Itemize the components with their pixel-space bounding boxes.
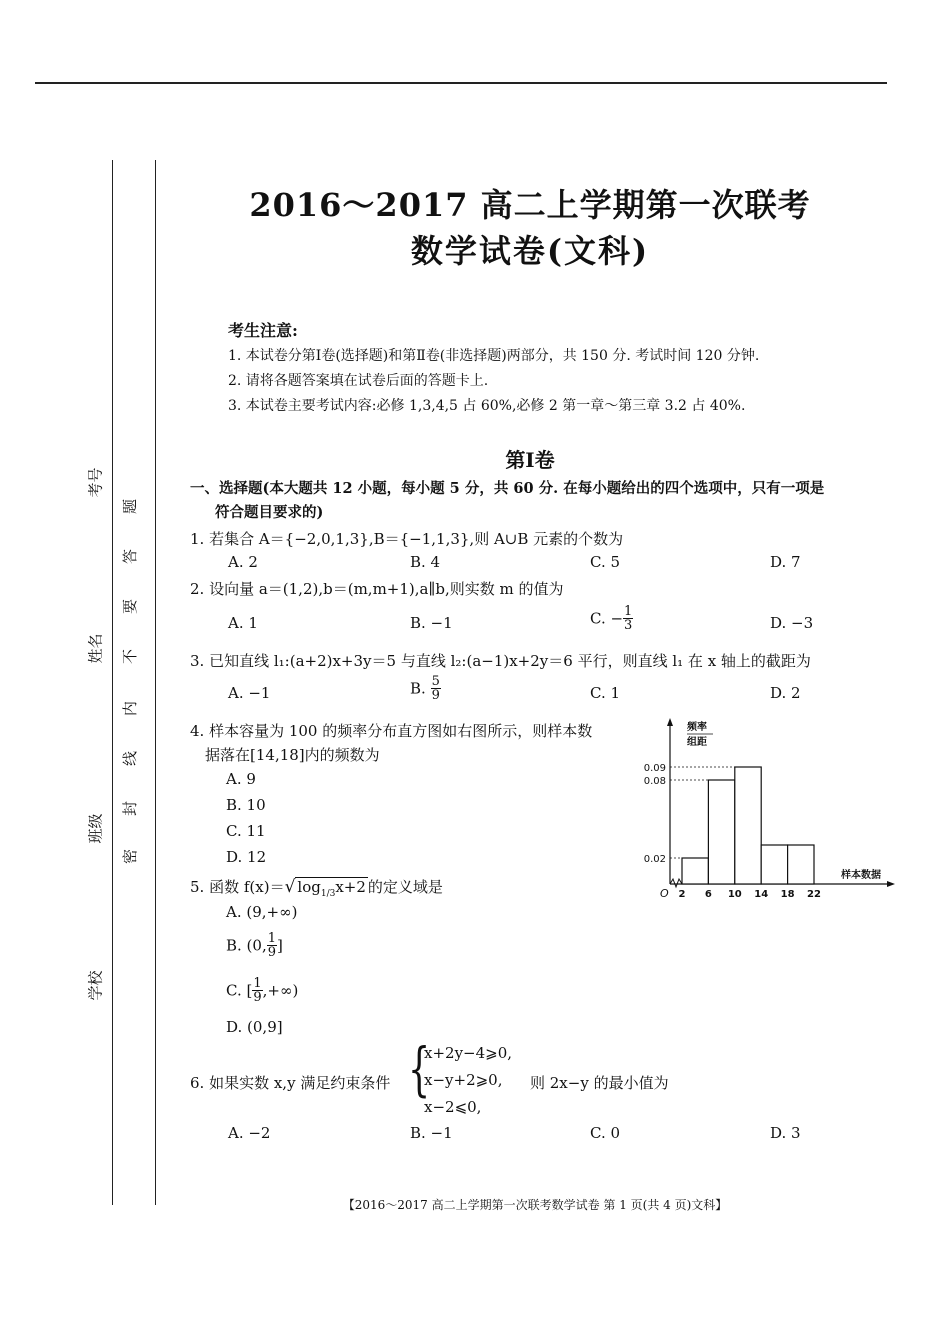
x-tick-label: 18 — [780, 889, 795, 900]
q3-option-d: D. 2 — [770, 684, 801, 702]
notice-item: 2. 请将各题答案填在试卷后面的答题卡上. — [228, 373, 489, 389]
seal-char: 题 — [121, 498, 140, 515]
q5-option-a: A. (9,+∞) — [226, 903, 298, 921]
seal-char: 线 — [121, 750, 140, 767]
page-footer: 【2016～2017 高二上学期第一次联考数学试卷 第 1 页(共 4 页)文科】 — [342, 1198, 728, 1212]
q1-option-c: C. 5 — [590, 553, 621, 571]
seal-char: 封 — [121, 800, 140, 817]
question-5-stem — [190, 876, 443, 899]
q5-log: log — [297, 878, 321, 896]
notice-heading: 考生注意: — [228, 321, 298, 340]
top-rule — [35, 82, 887, 84]
exam-title: 2016～2017 高二上学期第一次联考 — [249, 186, 811, 224]
seal-char: 要 — [121, 598, 140, 615]
origin-label: O — [660, 887, 669, 900]
q5-option-b-open: B. (0, — [226, 936, 267, 955]
fraction-numerator: 1 — [267, 931, 277, 946]
histogram-bar — [761, 845, 787, 884]
x-tick-label: 6 — [704, 889, 712, 900]
q4-option-b: B. 10 — [226, 796, 266, 814]
q5-log-arg: x+2 — [335, 878, 366, 896]
seal-char: 内 — [121, 700, 140, 717]
exam-subtitle: 数学试卷(文科) — [410, 232, 650, 270]
q6-option-b: B. −1 — [410, 1124, 453, 1142]
question-2-stem: 2. 设向量 a＝(1,2),b＝(m,m+1),a∥b,则实数 m 的值为 — [190, 580, 564, 598]
fraction-denominator: 9 — [267, 945, 277, 960]
fraction — [431, 675, 441, 702]
q6-option-c: C. 0 — [590, 1124, 621, 1142]
fraction-denominator: 9 — [431, 688, 440, 703]
histogram-bar — [788, 845, 814, 884]
school-label: 学校 — [86, 970, 105, 1001]
q6-constraint-3: x−2⩽0, — [424, 1098, 482, 1116]
q3-option-c: C. 1 — [590, 684, 621, 702]
brace-icon: { — [408, 1035, 431, 1103]
q3-option-b — [410, 675, 441, 702]
x-axis-arrow-icon — [887, 881, 895, 887]
x-tick-label: 2 — [678, 889, 686, 900]
section-title: 第Ⅰ卷 — [505, 448, 555, 472]
fraction-denominator: 9 — [253, 990, 262, 1005]
section-instruction-cont: 符合题目要求的) — [215, 504, 324, 521]
q6-constraint-2: x−y+2⩾0, — [424, 1071, 503, 1089]
name-label: 姓名 — [86, 633, 105, 664]
seal-char: 不 — [121, 648, 140, 665]
q6-constraint-1: x+2y−4⩾0, — [424, 1044, 513, 1062]
x-tick-label: 22 — [807, 889, 821, 900]
fraction — [252, 977, 262, 1004]
fraction-numerator: 1 — [624, 604, 633, 619]
question-6-stem-prefix: 6. 如果实数 x,y 满足约束条件 — [190, 1074, 391, 1092]
class-label: 班级 — [86, 813, 105, 844]
fraction-denominator: 3 — [624, 618, 633, 633]
frequency-histogram — [625, 712, 900, 902]
q2-option-a: A. 1 — [228, 614, 258, 632]
question-6-stem-suffix: 则 2x−y 的最小值为 — [530, 1074, 669, 1092]
q6-option-d: D. 3 — [770, 1124, 801, 1142]
fraction-numerator: 1 — [253, 976, 262, 991]
y-tick-label: 0.09 — [643, 763, 666, 774]
x-tick-label: 14 — [754, 889, 769, 900]
seal-char: 密 — [121, 848, 140, 865]
q5-option-c — [226, 977, 298, 1004]
exam-number-label: 考号 — [86, 467, 105, 498]
x-tick-label: 10 — [727, 889, 742, 900]
question-1-stem: 1. 若集合 A＝{−2,0,1,3},B＝{−1,1,3},则 A∪B 元素的个数为 — [190, 530, 624, 548]
q5-option-b-close: ] — [277, 936, 283, 955]
q1-option-a: A. 2 — [228, 553, 258, 571]
y-tick-label: 0.08 — [643, 776, 666, 787]
q2-option-c-label: C. − — [590, 609, 624, 628]
seal-char: 答 — [121, 548, 140, 565]
histogram-bar — [708, 780, 734, 884]
y-axis-label-top: 频率 — [687, 722, 707, 733]
histogram-bar — [682, 858, 708, 884]
fraction — [267, 932, 277, 959]
q2-option-d: D. −3 — [770, 614, 814, 632]
q6-option-a: A. −2 — [228, 1124, 271, 1142]
x-axis-label: 样本数据 — [841, 870, 881, 881]
fraction-numerator: 5 — [431, 674, 440, 689]
q5-radicand — [295, 877, 368, 899]
question-4-stem-cont: 据落在[14,18]内的频数为 — [205, 746, 380, 764]
q5-option-b — [226, 932, 283, 959]
y-axis-arrow-icon — [667, 718, 673, 726]
q5-option-d: D. (0,9] — [226, 1018, 283, 1036]
section-instruction: 一、选择题(本大题共 12 小题，每小题 5 分，共 60 分. 在每小题给出的四个选项中，只有一项是 — [190, 480, 825, 497]
q2-option-c — [590, 605, 633, 632]
q5-option-c-open: C. [ — [226, 981, 253, 1000]
question-3-stem: 3. 已知直线 l₁:(a+2)x+3y＝5 与直线 l₂:(a−1)x+2y＝6 平行，则直线 l₁ 在 x 轴上的截距为 — [190, 652, 811, 670]
q3-option-a: A. −1 — [228, 684, 271, 702]
axis-break-icon — [670, 879, 682, 887]
q5-option-c-close: ,+∞) — [262, 981, 299, 1000]
q3-option-b-label: B. — [410, 679, 426, 698]
q1-option-b: B. 4 — [410, 553, 441, 571]
y-tick-label: 0.02 — [643, 854, 666, 865]
q4-option-c: C. 11 — [226, 822, 266, 840]
q5-stem-suffix: 的定义域是 — [367, 878, 443, 896]
y-axis-label-bottom: 组距 — [687, 737, 707, 748]
q4-option-d: D. 12 — [226, 848, 267, 866]
notice-item: 3. 本试卷主要考试内容:必修 1,3,4,5 占 60%,必修 2 第一章～第三章 3.2 占 40%. — [228, 398, 746, 414]
histogram-bar — [735, 767, 761, 884]
binding-line-outer — [112, 160, 113, 1205]
fraction — [623, 605, 633, 632]
q1-option-d: D. 7 — [770, 553, 801, 571]
q2-option-b: B. −1 — [410, 614, 453, 632]
q5-stem-prefix: 5. 函数 f(x)＝ — [190, 878, 285, 896]
sqrt-icon: √ — [284, 877, 296, 897]
question-4-stem: 4. 样本容量为 100 的频率分布直方图如右图所示，则样本数 — [190, 722, 593, 740]
q5-log-base: 1/3 — [320, 889, 336, 899]
binding-line-inner — [155, 160, 156, 1205]
notice-item: 1. 本试卷分第Ⅰ卷(选择题)和第Ⅱ卷(非选择题)两部分，共 150 分. 考试时间 120 分钟. — [228, 348, 760, 364]
q4-option-a: A. 9 — [226, 770, 256, 788]
